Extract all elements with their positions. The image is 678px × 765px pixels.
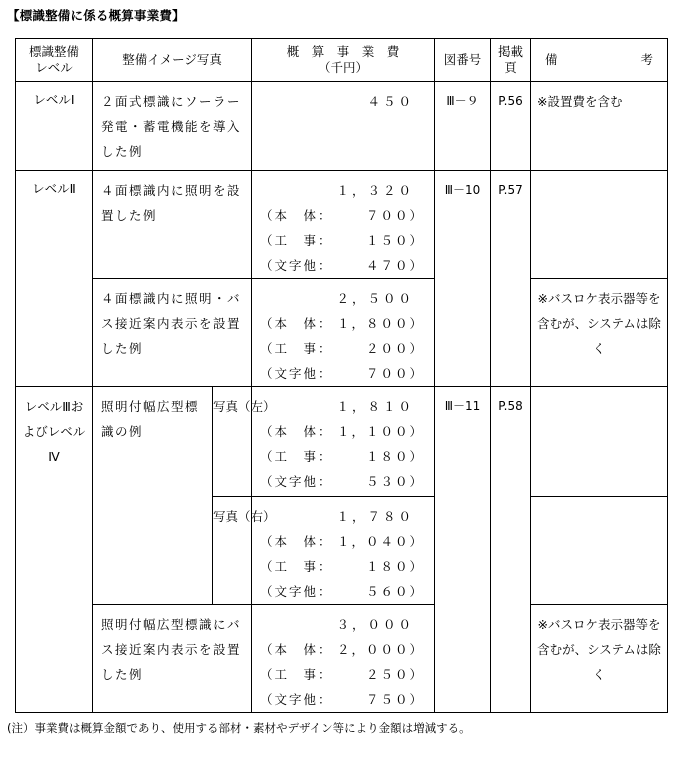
cost-work: （工 事： １８０） xyxy=(260,449,425,464)
remark-cell: ※バスロケ表示器等を含むが、システムは除く xyxy=(531,605,668,713)
table-row xyxy=(16,82,668,171)
fig-cell: Ⅲ－11 xyxy=(435,387,491,713)
level-cell: レベルⅠ xyxy=(16,82,93,171)
table-row xyxy=(16,171,668,279)
desc-cell: ４面標識内に照明・バス接近案内表示を設置した例 xyxy=(93,279,252,387)
cost-work: （工 事： １５０） xyxy=(260,233,425,248)
cost-body: （本 体： ７００） xyxy=(260,208,425,223)
desc-cell: ２面式標識にソーラー発電・蓄電機能を導入した例 xyxy=(93,82,252,171)
remark-cell xyxy=(531,387,668,497)
page-cell: P.58 xyxy=(491,387,531,713)
cost-total: ２，５００ xyxy=(336,291,415,306)
cost-other: （文字他： ５６０） xyxy=(260,584,425,599)
cost-other: （文字他： ７５０） xyxy=(260,692,425,707)
level-cell: レベルⅡ xyxy=(16,171,93,387)
fig-cell: Ⅲ－10 xyxy=(435,171,491,387)
cost-body: （本 体： １，１００） xyxy=(260,424,425,439)
fig-cell: Ⅲ－９ xyxy=(435,82,491,171)
header-page: 掲載 頁 xyxy=(491,39,531,82)
cost-cell xyxy=(252,82,435,171)
cost-cell xyxy=(252,387,435,497)
table-row xyxy=(16,387,668,497)
cost-other: （文字他： ４７０） xyxy=(260,258,425,273)
cost-work: （工 事： １８０） xyxy=(260,559,425,574)
cost-total: １，８１０ xyxy=(336,399,415,414)
cost-total: １，３２０ xyxy=(336,183,415,198)
cost-total: ３，０００ xyxy=(336,617,415,632)
header-photo: 整備イメージ写真 xyxy=(93,39,252,82)
cost-cell xyxy=(252,497,435,605)
level-cell: レベルⅢおよびレベルⅣ xyxy=(16,387,93,713)
header-row xyxy=(16,39,668,82)
cost-body: （本 体： １，８００） xyxy=(260,316,425,331)
cost-body: （本 体： １，０４０） xyxy=(260,534,425,549)
page-cell: P.57 xyxy=(491,171,531,387)
header-level: 標識整備 レベル xyxy=(16,39,93,82)
desc-cell: 照明付幅広型標識にバス接近案内表示を設置した例 xyxy=(93,605,252,713)
cost-other: （文字他： ７００） xyxy=(260,366,425,381)
cost-cell xyxy=(252,605,435,713)
table-row xyxy=(16,279,668,387)
page-title: 【標識整備に係る概算事業費】 xyxy=(7,8,185,23)
cost-body: （本 体： ２，０００） xyxy=(260,642,425,657)
remark-cell: ※バスロケ表示器等を含むが、システムは除く xyxy=(531,279,668,387)
cost-table xyxy=(15,38,668,713)
table-row xyxy=(16,605,668,713)
cost-other: （文字他： ５３０） xyxy=(260,474,425,489)
desc-cell: ４面標識内に照明を設置した例 xyxy=(93,171,252,279)
remark-cell xyxy=(531,497,668,605)
photo-cell: 写真（左） xyxy=(213,387,252,497)
page-cell: P.56 xyxy=(491,82,531,171)
header-cost: 概 算 事 業 費 （千円） xyxy=(252,39,435,82)
header-remarks: 備 考 xyxy=(531,39,668,82)
desc-cell: 照明付幅広型標識の例 xyxy=(93,387,213,605)
cost-cell xyxy=(252,279,435,387)
photo-cell: 写真（右） xyxy=(213,497,252,605)
cost-total: １，７８０ xyxy=(336,509,415,524)
cost-total: ４５０ xyxy=(367,94,415,109)
footnote: (注）事業費は概算金額であり、使用する部材・素材やデザイン等により金額は増減する。 xyxy=(7,721,471,735)
remark-cell xyxy=(531,171,668,279)
header-fig: 図番号 xyxy=(435,39,491,82)
cost-work: （工 事： ２５０） xyxy=(260,667,425,682)
cost-work: （工 事： ２００） xyxy=(260,341,425,356)
cost-cell xyxy=(252,171,435,279)
remark-cell: ※設置費を含む xyxy=(531,82,668,171)
